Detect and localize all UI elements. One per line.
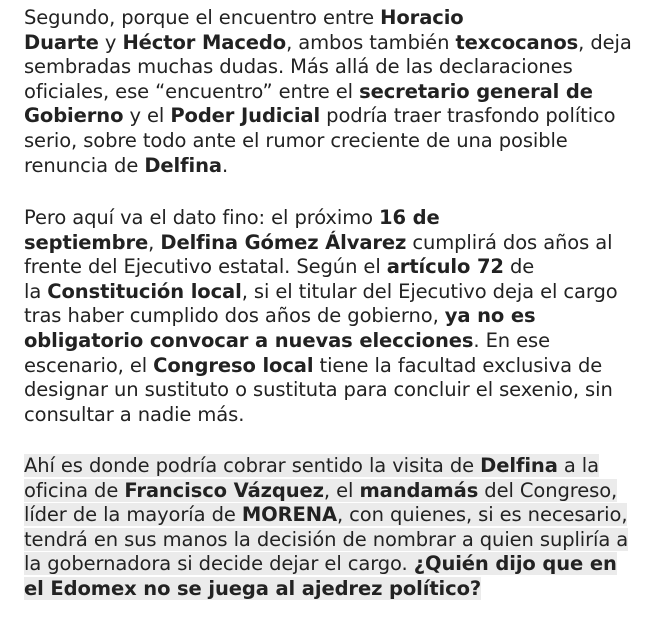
text-line	[24, 104, 632, 129]
text-run: Pero aquí va el dato fino: el próximo	[24, 206, 380, 229]
text-run: de	[503, 255, 535, 279]
text-run: sembradas muchas dudas. Más allá de las declaraciones	[24, 55, 573, 79]
bold-text: mandamás	[359, 478, 479, 502]
bold-text: 16 de	[379, 206, 440, 229]
text-line	[24, 329, 618, 354]
bold-text: el Edomex no se juega al ajedrez político?	[24, 576, 482, 600]
bold-text: Delfina Gómez Álvarez	[160, 230, 407, 254]
text-line	[24, 378, 618, 403]
paragraph-3-highlighted	[24, 454, 628, 602]
text-line	[24, 503, 628, 528]
text-run: líder de la mayoría de	[24, 503, 242, 527]
text-run: Ahí es donde podría cobrar sentido la visita de	[24, 454, 481, 477]
bold-text: Constitución local	[47, 279, 242, 303]
bold-text: Poder Judicial	[170, 104, 321, 128]
text-run: escenario, el	[24, 353, 154, 377]
paragraph-1	[24, 6, 632, 178]
text-run: a la	[557, 454, 599, 477]
text-run: y	[98, 30, 123, 54]
bold-text: ya no es	[444, 304, 536, 328]
text-line	[24, 304, 618, 329]
text-line	[24, 280, 618, 305]
text-run: la	[24, 279, 48, 303]
text-line	[24, 6, 632, 31]
text-run: la gobernadora si decide dejar el cargo.	[24, 552, 414, 576]
text-run: Segundo, porque el encuentro entre	[24, 6, 381, 29]
bold-text: Francisco Vázquez	[124, 478, 324, 502]
text-line	[24, 454, 628, 479]
text-run: . En ese	[473, 328, 551, 352]
bold-text: Delfina	[144, 153, 222, 177]
text-line	[24, 55, 632, 80]
text-run: , con quienes, si es necesario,	[336, 503, 628, 527]
text-run: ,	[148, 230, 161, 254]
bold-text: secretario general de	[359, 79, 593, 103]
text-line	[24, 403, 618, 428]
text-run: tras haber cumplido dos años de gobierno,	[24, 304, 445, 328]
bold-text: texcocanos	[455, 30, 579, 54]
text-line	[24, 479, 628, 504]
bold-text: Horacio	[380, 6, 464, 29]
text-line	[24, 255, 618, 280]
bold-text: obligatorio convocar a nuevas elecciones	[24, 328, 474, 352]
bold-text: MORENA	[241, 503, 337, 527]
bold-text: septiembre	[24, 230, 149, 254]
text-line	[24, 154, 632, 179]
text-run: del Congreso,	[478, 478, 618, 502]
text-run: , ambos también	[286, 30, 456, 54]
text-run: .	[221, 153, 229, 177]
text-run: y el	[123, 104, 171, 128]
text-line	[24, 129, 632, 154]
text-line	[24, 354, 618, 379]
text-line	[24, 528, 628, 553]
paragraph-2	[24, 206, 618, 427]
text-run: , el	[323, 478, 360, 502]
text-run: oficina de	[24, 478, 125, 502]
bold-text: Congreso local	[153, 353, 314, 377]
text-run: podría traer trasfondo político	[320, 104, 616, 128]
text-run: , si el titular del Ejecutivo deja el cargo	[241, 279, 618, 303]
text-run: frente del Ejecutivo estatal. Según el	[24, 255, 387, 279]
text-line	[24, 552, 628, 577]
text-run: , deja	[578, 30, 632, 54]
bold-text: ¿Quién dijo que en	[413, 552, 617, 576]
text-run: cumplirá dos años al	[406, 230, 613, 254]
text-run: serio, sobre todo ante el rumor creciente de una posible	[24, 128, 568, 152]
text-line	[24, 31, 632, 56]
text-line	[24, 80, 632, 105]
text-run: tiene la facultad exclusiva de	[313, 353, 603, 377]
bold-text: Héctor Macedo	[122, 30, 287, 54]
text-run: designar un sustituto o sustituta para concluir el sexenio, sin	[24, 378, 613, 402]
bold-text: Delfina	[480, 454, 558, 477]
bold-text: Gobierno	[24, 104, 124, 128]
text-line	[24, 206, 618, 231]
text-line	[24, 577, 628, 602]
bold-text: Duarte	[24, 30, 99, 54]
text-run: consultar a nadie más.	[24, 402, 245, 426]
text-run: renuncia de	[24, 153, 145, 177]
text-line	[24, 231, 618, 256]
bold-text: artículo 72	[386, 255, 504, 279]
text-run: oficiales, ese “encuentro” entre el	[24, 79, 360, 103]
text-run: tendrá en sus manos la decisión de nombrar a quien supliría a	[24, 527, 629, 551]
